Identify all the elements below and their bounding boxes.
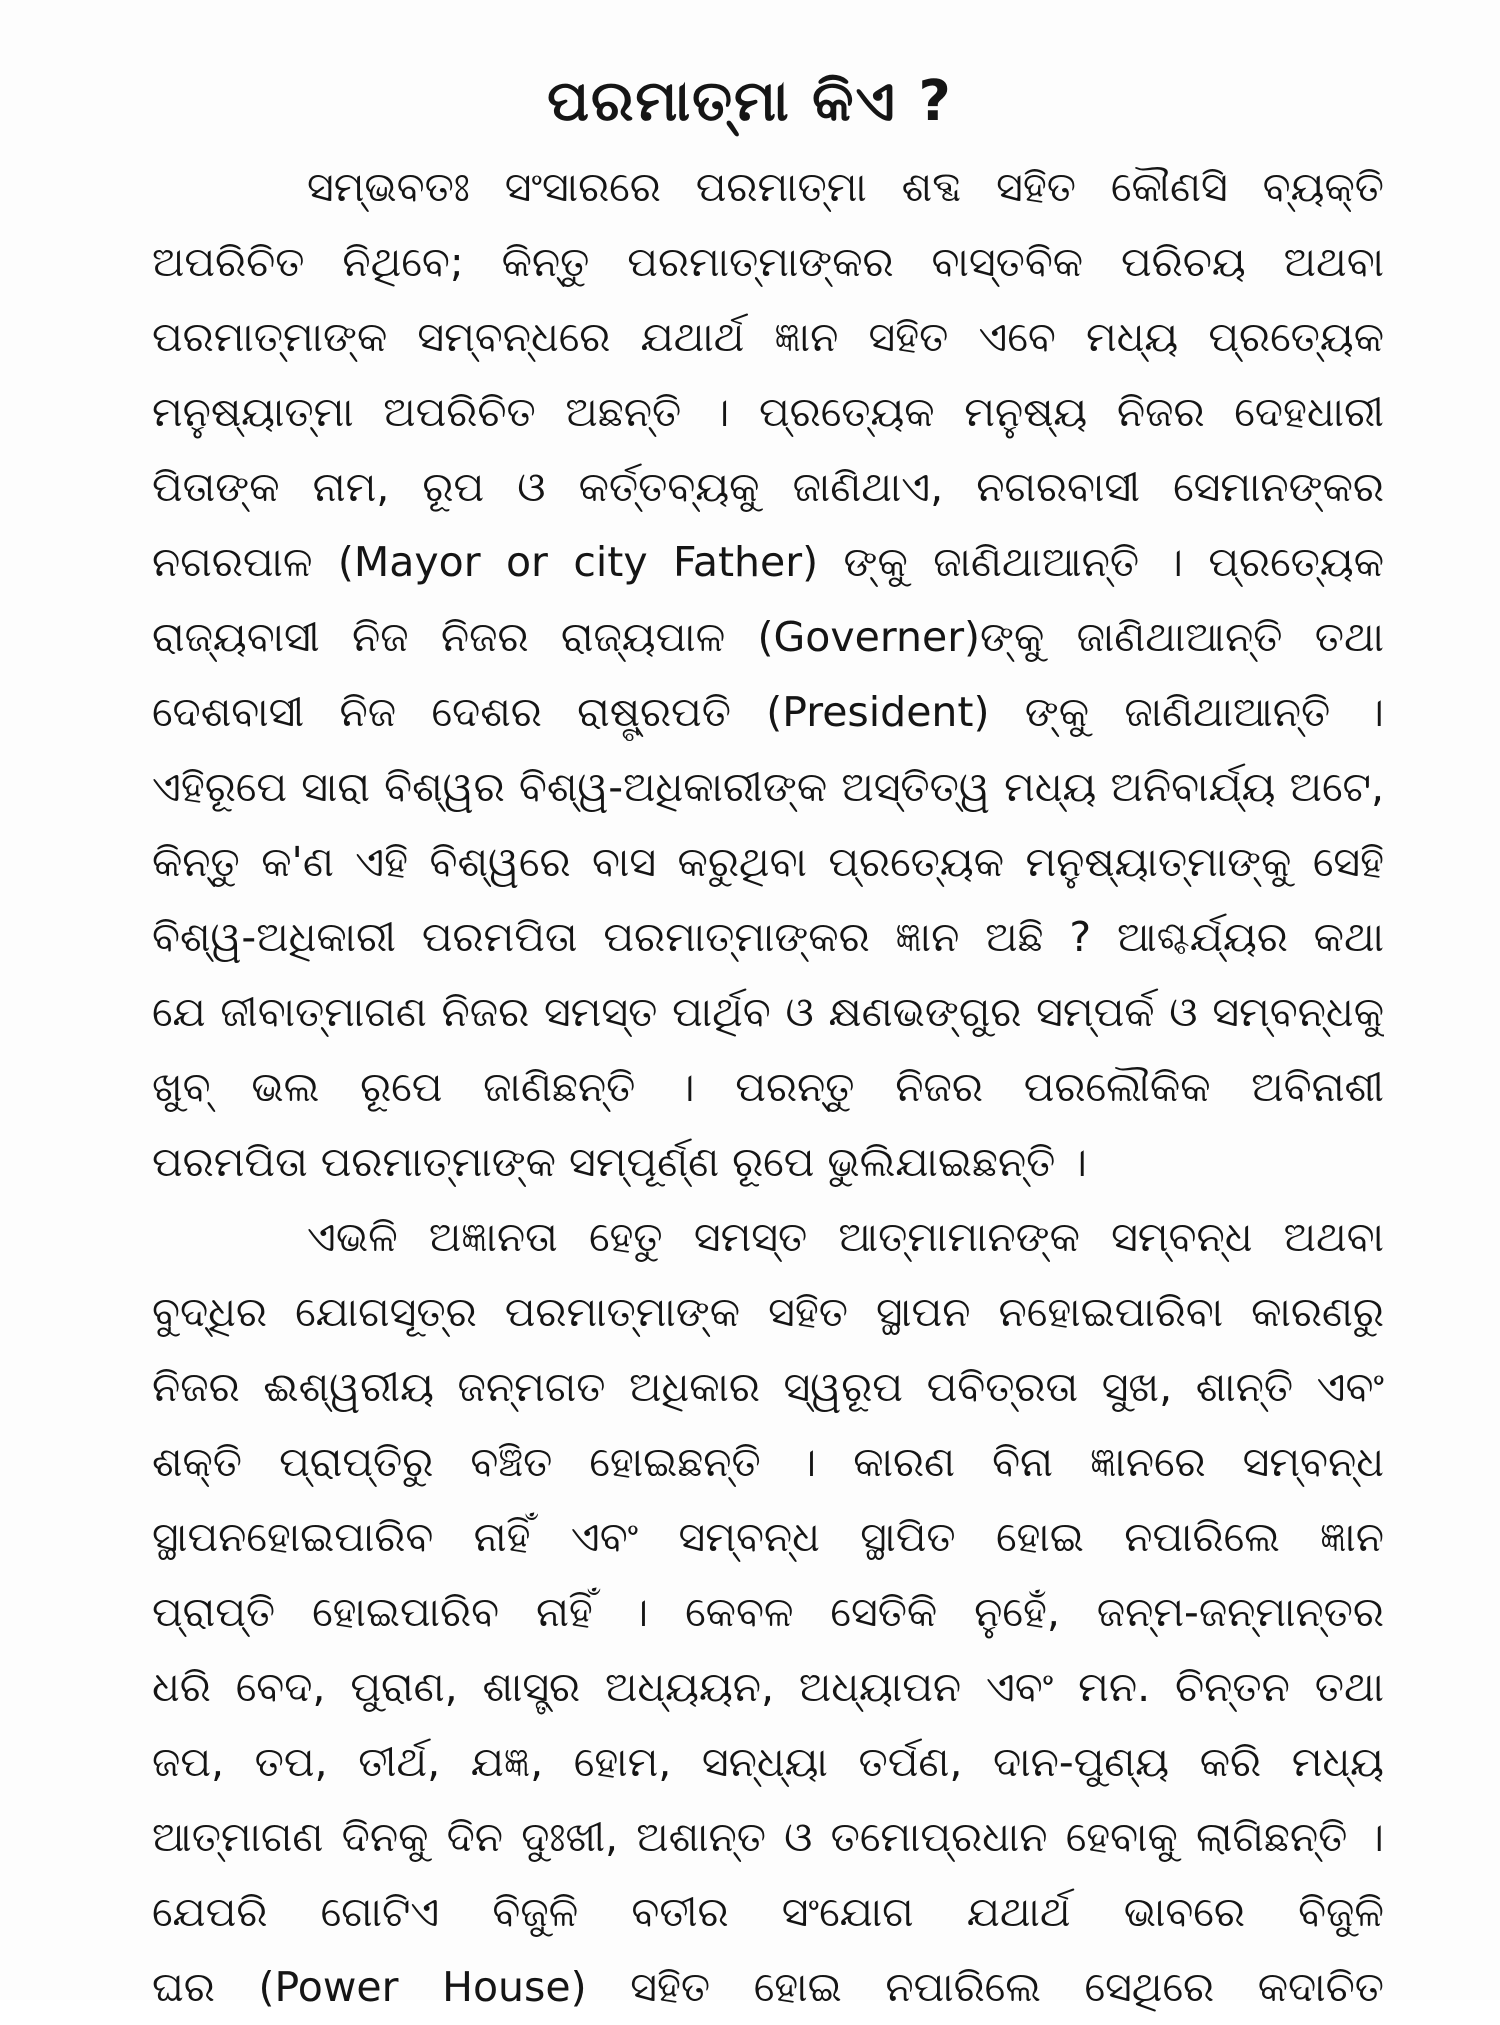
- page-title: ପରମାତ୍ମା କିଏ ?: [547, 69, 953, 134]
- text-line: ପିତାଙ୍କ ନାମ, ରୂପ ଓ କର୍ତ୍ତବ୍ୟକୁ ଜାଣିଥାଏ, ନଗରବାସୀ ସେମାନଙ୍କର: [152, 463, 1384, 511]
- text-line: ବୁଦ୍ଧିର ଯୋଗସୂତ୍ର ପରମାତ୍ମାଙ୍କ ସହିତ ସ୍ଥାପନ ନହୋଇପାରିବା କାରଣରୁ: [152, 1288, 1384, 1336]
- text-line: ଖୁବ୍ ଭଲ ରୂପେ ଜାଣିଛନ୍ତି । ପରନ୍ତୁ ନିଜର ପରଲୌକିକ ଅବିନାଶୀ: [152, 1063, 1384, 1111]
- text-line: ଦେଶବାସୀ ନିଜ ଦେଶର ରାଷ୍ଟ୍ରପତି (President) ଙ୍କୁ ଜାଣିଥାଆନ୍ତି ।: [152, 688, 1384, 736]
- text-line: ଧରି ବେଦ, ପୁରାଣ, ଶାସ୍ତ୍ର ଅଧ୍ୟୟନ, ଅଧ୍ୟାପନ ଏବଂ ମନ. ଚିନ୍ତନ ତଥା: [152, 1663, 1384, 1711]
- text-line: ସ୍ଥାପନହୋଇପାରିବ ନାହିଁ ଏବଂ ସମ୍ବନ୍ଧ ସ୍ଥାପିତ ହୋଇ ନପାରିଲେ ଜ୍ଞାନ: [152, 1513, 1384, 1561]
- text-line: ଆତ୍ମାଗଣ ଦିନକୁ ଦିନ ଦୁଃଖୀ, ଅଶାନ୍ତ ଓ ତମୋପ୍ରଧାନ ହେବାକୁ ଲାଗିଛନ୍ତି ।: [152, 1813, 1384, 1861]
- text-line: ଘର (Power House) ସହିତ ହୋଇ ନପାରିଲେ ସେଥିରେ କଦାଚିତ: [152, 1963, 1384, 2011]
- text-line: ବିଶ୍ୱ-ଅଧିକାରୀ ପରମପିତା ପରମାତ୍ମାଙ୍କର ଜ୍ଞାନ ଅଛି ? ଆଶ୍ଚର୍ଯ୍ୟର କଥା: [152, 913, 1384, 961]
- paragraph-2: [152, 1200, 1384, 2025]
- body-text: [152, 150, 1384, 2025]
- text-line: ଶକ୍ତି ପ୍ରାପ୍ତିରୁ ବଞ୍ଚିତ ହୋଇଛନ୍ତି । କାରଣ ବିନା ଜ୍ଞାନରେ ସମ୍ବନ୍ଧ: [152, 1438, 1384, 1486]
- text-line: ସମ୍ଭବତଃ ସଂସାରରେ ପରମାତ୍ମା ଶବ୍ଦ ସହିତ କୌଣସି ବ୍ୟକ୍ତି: [307, 163, 1384, 211]
- text-line: ଜପ, ତପ, ତୀର୍ଥ, ଯଜ୍ଞ, ହୋମ, ସନ୍ଧ୍ୟା ତର୍ପଣ, ଦାନ-ପୁଣ୍ୟ କରି ମଧ୍ୟ: [152, 1738, 1384, 1786]
- text-line: ଯେ ଜୀବାତ୍ମାଗଣ ନିଜର ସମସ୍ତ ପାର୍ଥିବ ଓ କ୍ଷଣଭଙ୍ଗୁର ସମ୍ପର୍କ ଓ ସମ୍ବନ୍ଧକୁ: [152, 988, 1384, 1036]
- text-line: ଯେପରି ଗୋଟିଏ ବିଜୁଳି ବତୀର ସଂଯୋଗ ଯଥାର୍ଥ ଭାବରେ ବିଜୁଳି: [152, 1888, 1384, 1936]
- text-line: ନିଜର ଈଶ୍ୱରୀୟ ଜନ୍ମଗତ ଅଧିକାର ସ୍ୱରୂପ ପବିତ୍ରତା ସୁଖ, ଶାନ୍ତି ଏବଂ: [152, 1363, 1384, 1411]
- text-line: ଅପରିଚିତ ନିଥିବେ; କିନ୍ତୁ ପରମାତ୍ମାଙ୍କର ବାସ୍ତବିକ ପରିଚୟ ଅଥବା: [152, 238, 1384, 286]
- text-line: ପରମପିତା ପରମାତ୍ମାଙ୍କ ସମ୍ପୂର୍ଣ୍ଣ ରୂପେ ଭୁଲିଯାଇଛନ୍ତି ।: [152, 1138, 1087, 1186]
- text-line: ପରମାତ୍ମାଙ୍କ ସମ୍ବନ୍ଧରେ ଯଥାର୍ଥ ଜ୍ଞାନ ସହିତ ଏବେ ମଧ୍ୟ ପ୍ରତ୍ୟେକ: [152, 313, 1384, 361]
- text-line: ଏଭଳି ଅଜ୍ଞାନତା ହେତୁ ସମସ୍ତ ଆତ୍ମାମାନଙ୍କ ସମ୍ବନ୍ଧ ଅଥବା: [307, 1213, 1384, 1261]
- paragraph-1: [152, 150, 1384, 1200]
- text-line: ମନୁଷ୍ୟାତ୍ମା ଅପରିଚିତ ଅଛନ୍ତି । ପ୍ରତ୍ୟେକ ମନୁଷ୍ୟ ନିଜର ଦେହଧାରୀ: [152, 388, 1384, 436]
- text-line: ନଗରପାଳ (Mayor or city Father) ଙ୍କୁ ଜାଣିଥାଆନ୍ତି । ପ୍ରତ୍ୟେକ: [152, 538, 1384, 586]
- text-line: ରାଜ୍ୟବାସୀ ନିଜ ନିଜର ରାଜ୍ୟପାଳ (Governer)ଙ୍କୁ ଜାଣିଥାଆନ୍ତି ତଥା: [152, 613, 1384, 661]
- text-line: ଏହିରୂପେ ସାରା ବିଶ୍ୱର ବିଶ୍ୱ-ଅଧିକାରୀଙ୍କ ଅସ୍ତିତ୍ୱ ମଧ୍ୟ ଅନିବାର୍ଯ୍ୟ ଅଟେ,: [152, 763, 1384, 811]
- text-line: କିନ୍ତୁ କ'ଣ ଏହି ବିଶ୍ୱରେ ବାସ କରୁଥିବା ପ୍ରତ୍ୟେକ ମନୁଷ୍ୟାତ୍ମାଙ୍କୁ ସେହି: [152, 838, 1384, 886]
- text-line: ପ୍ରାପ୍ତି ହୋଇପାରିବ ନାହିଁ । କେବଳ ସେତିକି ନୁହେଁ, ଜନ୍ମ-ଜନ୍ମାନ୍ତର: [152, 1588, 1384, 1636]
